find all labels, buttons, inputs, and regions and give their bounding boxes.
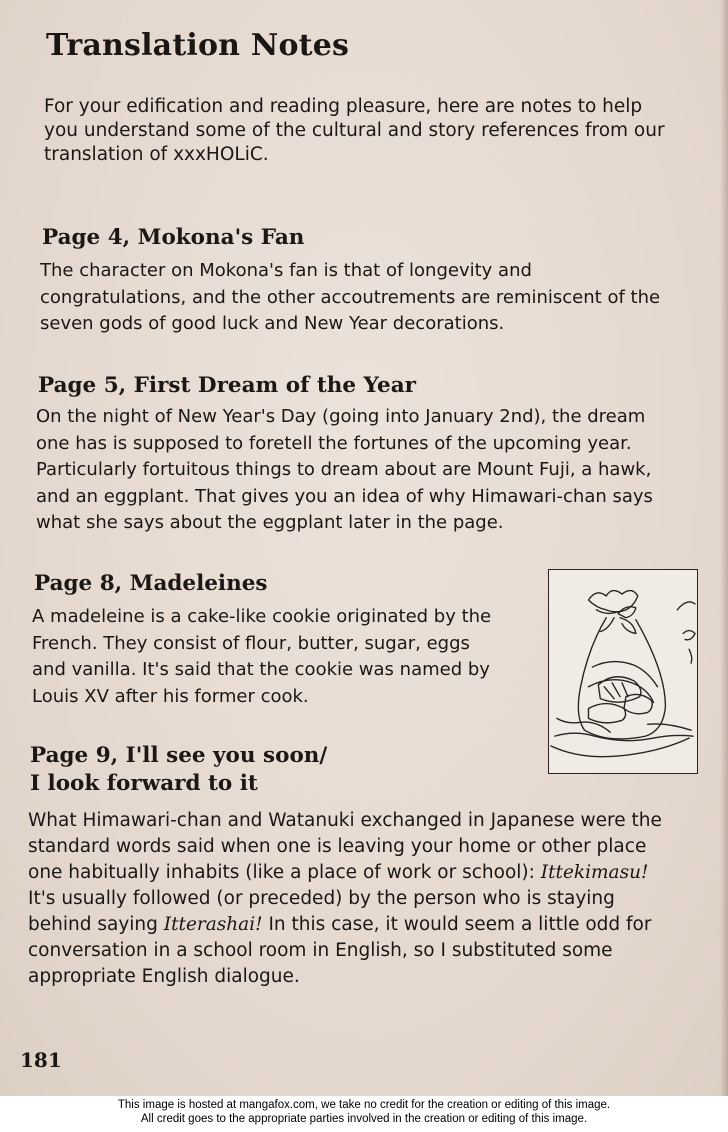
page-number: 181: [20, 1048, 62, 1072]
note-heading-first-dream: Page 5, First Dream of the Year: [38, 373, 416, 398]
note-heading-madeleines: Page 8, Madeleines: [34, 571, 268, 596]
intro-paragraph: [44, 95, 714, 167]
note-line: standard words said when one is leaving your home or other place: [28, 836, 647, 857]
note-body-see-you-soon: [28, 808, 662, 990]
note-line: What Himawari-chan and Watanuki exchanged in Japanese were the: [28, 810, 662, 831]
note-body-first-dream: [36, 404, 653, 537]
note-text: In this case, it would seem a little odd for: [262, 914, 652, 935]
note-line: Louis XV after his former cook.: [32, 685, 309, 707]
note-italic-term: Itterashai!: [163, 914, 263, 935]
note-line: and an eggplant. That gives you an idea of why Himawari-chan says: [36, 485, 653, 507]
note-italic-term: Ittekimasu!: [540, 862, 649, 883]
note-line: conversation in a school room in English, so I substituted some: [28, 940, 613, 961]
note-line: seven gods of good luck and New Year decorations.: [40, 313, 505, 334]
note-heading-see-you-soon-line2: I look forward to it: [30, 771, 258, 796]
note-line: and vanilla. It's said that the cookie was named by: [32, 659, 490, 680]
note-heading-mokona-fan: Page 4, Mokona's Fan: [42, 225, 305, 250]
note-line: one has is supposed to foretell the fortunes of the upcoming year.: [36, 432, 632, 454]
note-line: It's usually followed (or preceded) by the person who is staying: [28, 888, 615, 909]
note-line: what she says about the eggplant later in the page.: [36, 512, 504, 533]
credit-line: This image is hosted at mangafox.com, we take no credit for the creation or editing of this image.: [117, 1099, 611, 1111]
note-text: one habitually inhabits (like a place of work or school):: [28, 862, 541, 883]
note-line: congratulations, and the other accoutrements are reminiscent of the: [40, 286, 661, 308]
note-line: Particularly fortuitous things to dream about are Mount Fuji, a hawk,: [36, 459, 652, 480]
note-line: French. They consist of flour, butter, sugar, eggs: [32, 632, 470, 654]
note-line: On the night of New Year's Day (going into January 2nd), the dream: [36, 406, 646, 427]
intro-line: you understand some of the cultural and story references from our: [44, 120, 665, 141]
note-body-mokona-fan: [40, 258, 660, 338]
intro-line: translation of xxxHOLiC.: [44, 144, 269, 165]
note-line: The character on Mokona's fan is that of longevity and: [40, 260, 532, 281]
note-text: behind saying: [28, 914, 164, 935]
note-line: [28, 912, 662, 938]
intro-line: For your edification and reading pleasure, here are notes to help: [44, 96, 643, 117]
note-body-madeleines: [32, 604, 491, 710]
page-edge-shadow: [720, 0, 728, 1096]
madeleine-bag-illustration: [548, 569, 698, 774]
hosting-credit: [0, 1098, 728, 1126]
note-line: appropriate English dialogue.: [28, 966, 300, 987]
note-line: [28, 860, 662, 886]
note-heading-see-you-soon: Page 9, I'll see you soon/: [30, 743, 328, 768]
page-title: Translation Notes: [46, 28, 350, 63]
note-line: A madeleine is a cake-like cookie originated by the: [32, 606, 492, 627]
credit-line: All credit goes to the appropriate parties involved in the creation or editing of this image.: [140, 1113, 588, 1125]
madeleine-bag-icon: [549, 570, 697, 773]
